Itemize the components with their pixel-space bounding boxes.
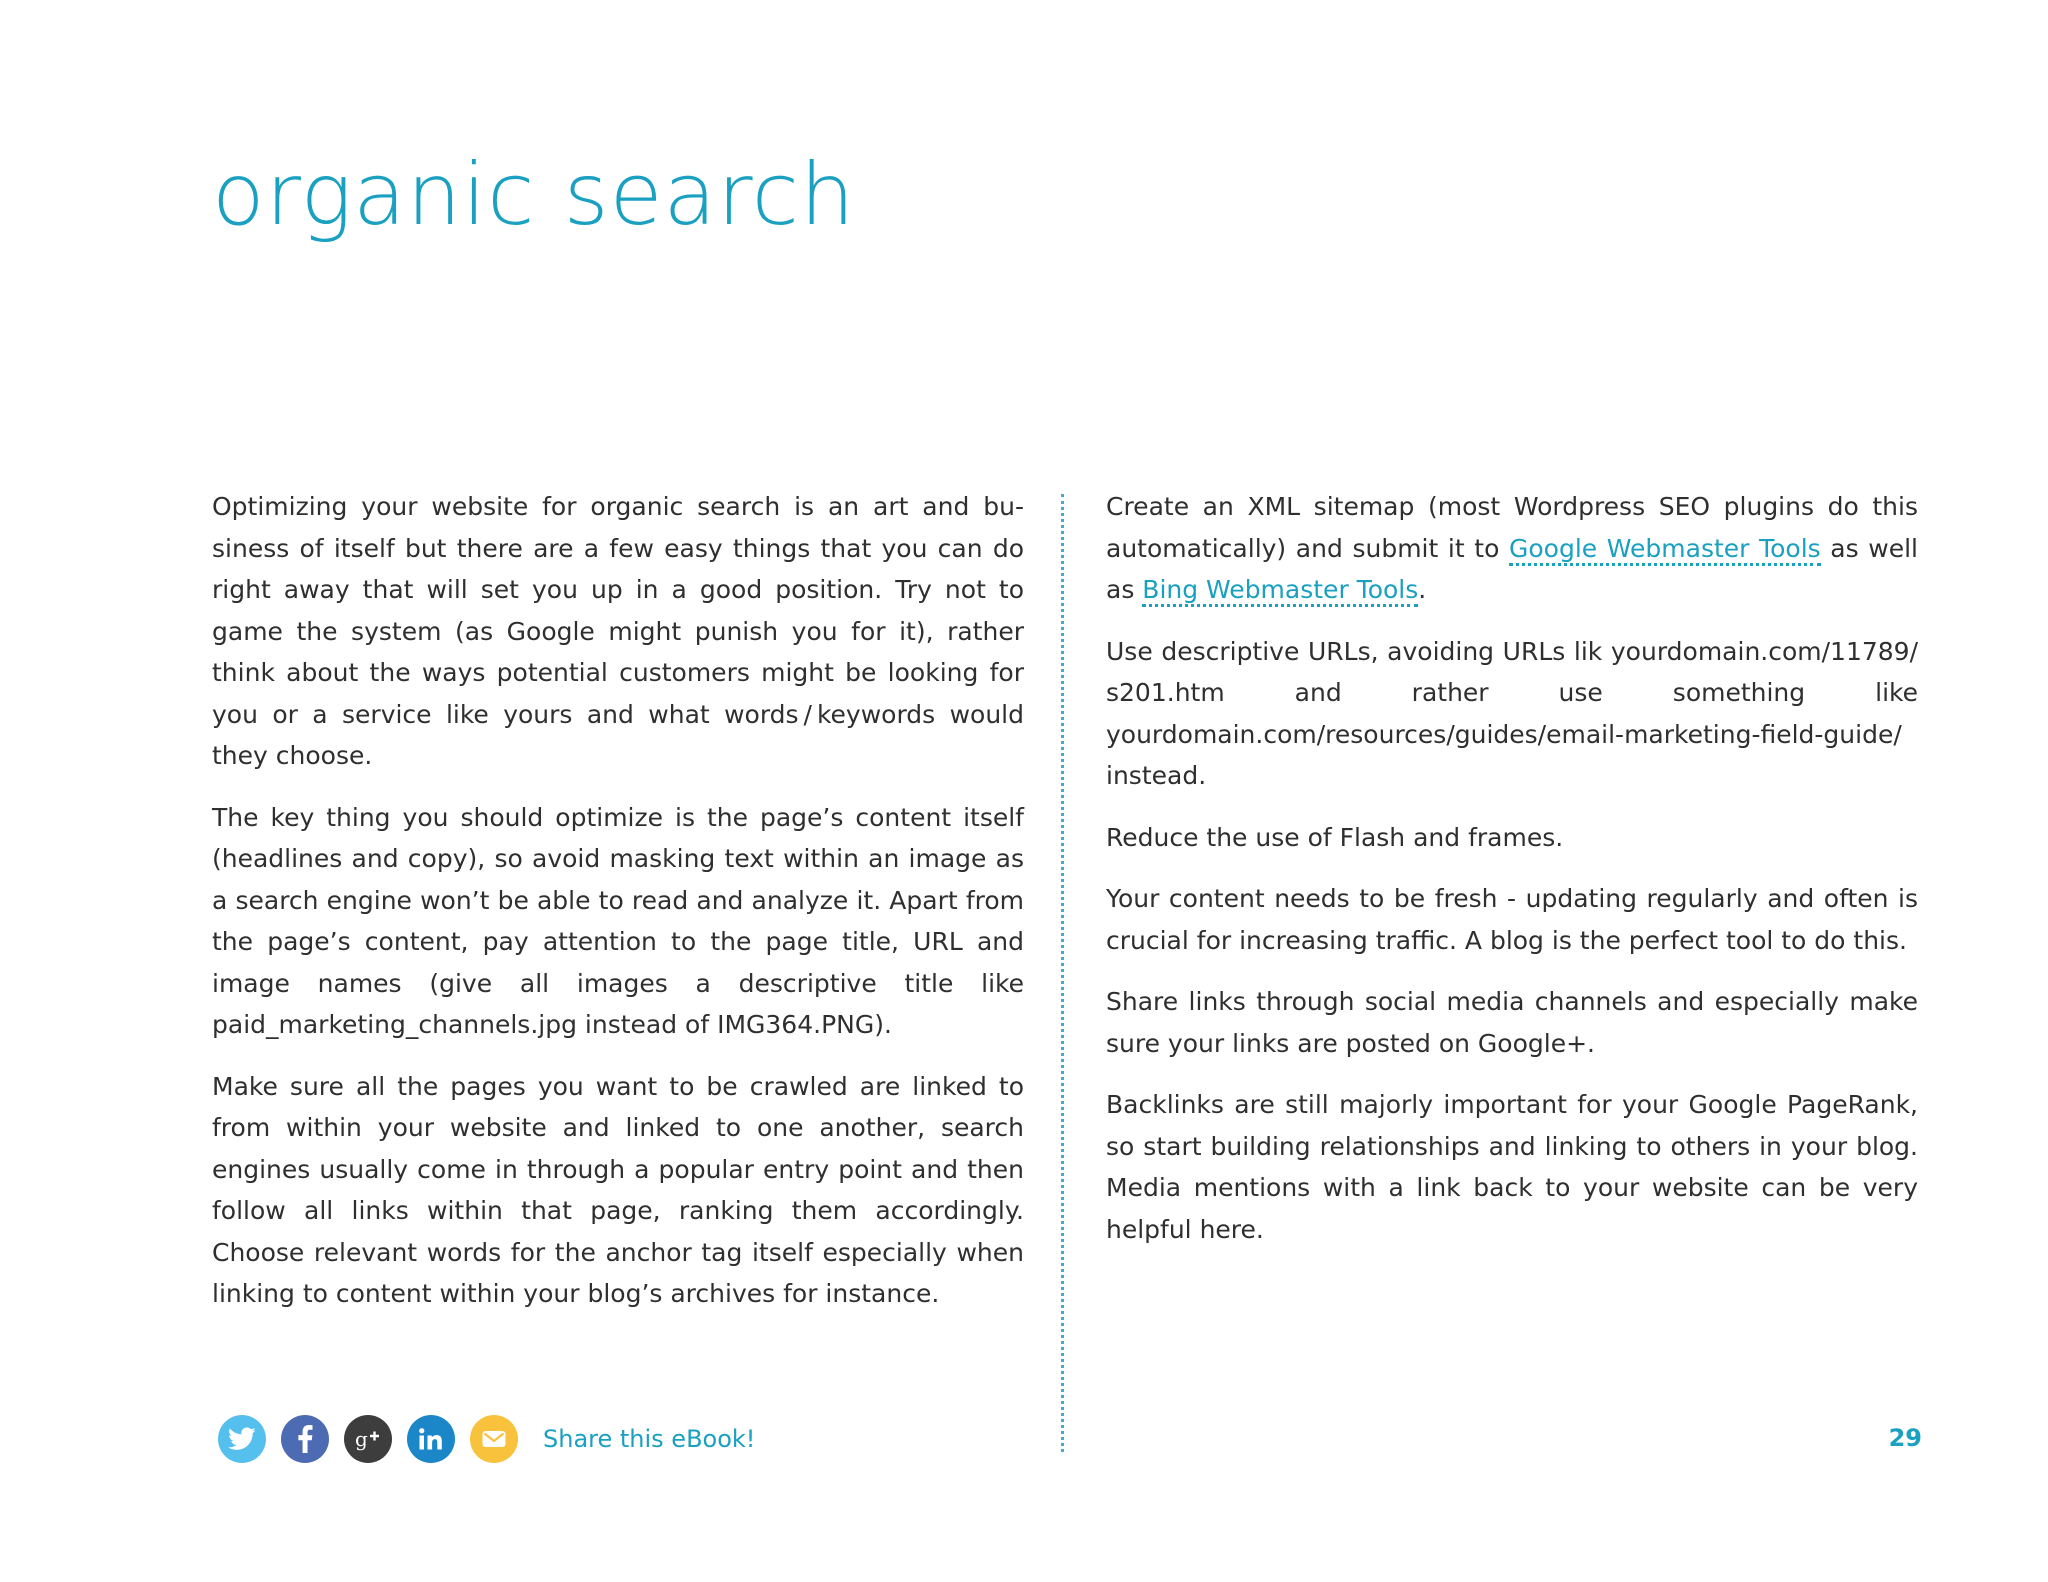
page-title: organic search	[212, 145, 856, 245]
sitemap-text-after: .	[1418, 575, 1427, 604]
twitter-icon[interactable]	[218, 1415, 266, 1463]
share-this-ebook-label[interactable]: Share this eBook!	[543, 1425, 756, 1453]
paragraph-flash-frames: Reduce the use of Flash and frames.	[1106, 822, 1564, 852]
paragraph-backlinks: Backlinks are still majorly important for your Google PageRank, so start building relationships and linking to others in your blog. Media mentions with a link back to your website can be very helpful here.	[1106, 1090, 1918, 1244]
paragraph-sitemap	[1106, 486, 1918, 611]
share-footer	[218, 1414, 755, 1464]
svg-text:g: g	[355, 1427, 368, 1451]
paragraph-social-sharing: Share links through social media channels and especially make sure your links are posted on Google+.	[1106, 987, 1918, 1058]
column-divider	[1061, 494, 1064, 1452]
paragraph-intro: Optimizing your website for organic search is an art and business of itself but there are a few easy things that you can do right away that will set you up in a good position. Try not to game the system (as Google might punish you for it), rather think about the ways potential customers might be looking for you or a service like yours and what words / keywords would they choose.	[212, 492, 1024, 770]
facebook-icon[interactable]	[281, 1415, 329, 1463]
sitemap-text-middle: as well as	[1106, 533, 1918, 604]
page-number: 29	[1888, 1424, 1922, 1452]
email-icon[interactable]	[470, 1415, 518, 1463]
bing-webmaster-tools-link[interactable]: Bing Webmaster Tools	[1142, 575, 1418, 607]
left-column	[212, 486, 1024, 1335]
right-column	[1106, 486, 1918, 1270]
paragraph-internal-linking: Make sure all the pages you want to be crawled are linked to from within your website and linked to one another, search engines usually come in through a popular entry point and then follow all links within that page, ranking them accordingly. Choose relevant words for the anchor tag itself especially when linking to content within your blog’s archives for instance.	[212, 1071, 1024, 1308]
linkedin-icon[interactable]	[407, 1415, 455, 1463]
google-plus-icon[interactable]	[344, 1415, 392, 1463]
paragraph-descriptive-urls: Use descriptive URLs, avoiding URLs lik yourdomain.com/11789/​s201.htm and rather use something like yourdomain.com/resources/guides/email-marketing-field-guide/ instead.	[1106, 636, 1918, 790]
paragraph-content-optimization: The key thing you should optimize is the page’s content itself (headlines and copy), so avoid masking text within an image as a search engine won’t be able to read and analyze it. Apart from the page’s content, pay attention to the page title, URL and image names (give all images a descriptive title like paid_marketing_channels.jpg instead of IMG364.PNG).	[212, 802, 1024, 1039]
paragraph-fresh-content: Your content needs to be fresh - updating regularly and often is crucial for increasing traffic. A blog is the perfect tool to do this.	[1106, 884, 1918, 955]
sitemap-text-before: Create an XML sitemap (most Wordpress SEO plugins do this automatically) and submit it to	[1106, 492, 1918, 563]
google-webmaster-tools-link[interactable]: Google Webmaster Tools	[1509, 534, 1821, 566]
